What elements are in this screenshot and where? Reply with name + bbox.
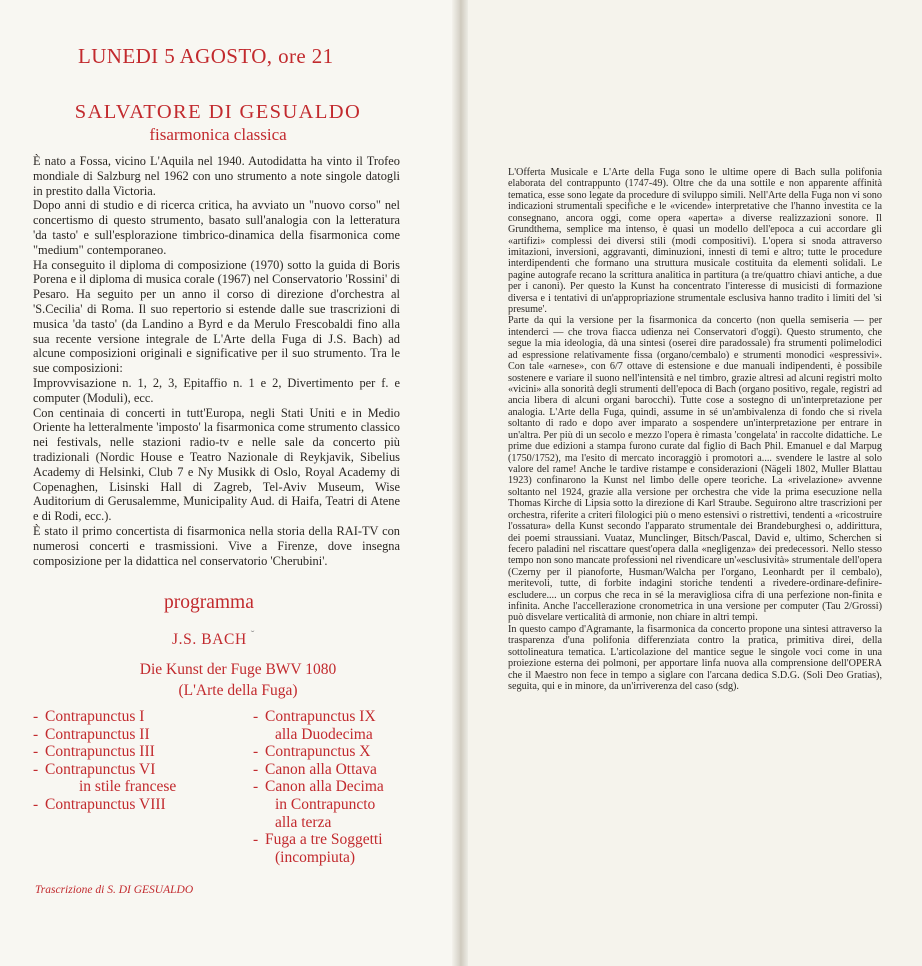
program-item-continuation: alla Duodecima [275, 725, 373, 743]
essay [508, 167, 882, 692]
event-date: LUNEDI 5 AGOSTO, ore 21 [78, 44, 334, 68]
biography [33, 154, 400, 568]
program-item: - Fuga a tre Soggetti [253, 831, 383, 849]
bio-paragraph: È nato a Fossa, vicino L'Aquila nel 1940. Autodidatta ha vinto il Trofeo mondiale di Salzburg nel 1962 con uno strumento a note singole datogli in prestito dalla Victoria. [33, 154, 400, 198]
bio-paragraph: È stato il primo concertista di fisarmonica nella storia della RAI-TV con numerosi concerti e trasmissioni. Vive a Firenze, dove insegna composizione per la didattica nel conservatorio 'Cherubini'. [33, 523, 400, 568]
performer-name: SALVATORE DI GESUALDO [74, 101, 362, 123]
composer-name [172, 629, 255, 649]
performer-block [63, 100, 373, 145]
bio-paragraph: Con centinaia di concerti in tutt'Europa, negli Stati Uniti e in Medio Oriente ha letteralmente 'imposto' la fisarmonica come strumento classico nei festivals, nelle stazioni radio-tv e nelle sale da concerto più tradizionali (Nordic House e Teatro Nazionale di Reykjavik, Sibelius Academy di Helsinki, Club 7 e Ny Musikk di Oslo, Royal Academy di Copenaghen, Lisinski Hall di Zagreb, Tel-Aviv Museum, Wise Auditorium di Gerusalemme, Municipality Aud. di Haifa, Teatri di Atene e di Rodi, ecc.). [33, 405, 400, 524]
program-item-continuation: in Contrapuncto [275, 795, 376, 813]
bio-paragraph: Improvvisazione n. 1, 2, 3, Epitaffio n. 1 e 2, Divertimento per f. e computer (Moduli), ecc. [33, 375, 400, 405]
essay-paragraph: Parte da qui la versione per la fisarmonica da concerto (non quella semiseria — per intenderci — che trova fiacca udienza nei Conservatori d'oggi). Questo strumento, che segue la mia ideologia, dà una sintesi (oserei dire paradossale) fra strumenti polimelodici ad espressione relativamente fissa (organo/cembalo) e strumenti monodici «espressivi». Con tale «arnese», con 6/7 ottave di estensione e due manuali indipendenti, è possibile sostenere e variare il suono nell'intensità e nel timbro, grazie altresì ad alcuni registri molto «vicini» alla sonorità degli strumenti dell'epoca di Bach (organo positivo, regale, registri ad ancia libera di alcuni organi barocchi). Tutte cose a sostegno di un'interpretazione per analogia. L'Arte della Fuga, quindi, assume in sé un'ambivalenza di fondo che si rivela soltanto di rado e dopo aver imparato a sospendere un'interpretazione per entrare in un'altra. Per più di un secolo e mezzo l'opera è rimasta 'congelata' in raccolte didattiche. Le prime due edizioni a stampa furono curate dal figlio di Bach Phil. Emanuel e dal Marpug (1750/1752), ma l'esito di mercato incoraggiò i promotori a.... svendere le lastre al solo valore del rame! Anche le tardive ristampe e considerazioni (Nägeli 1802, Muller Blattau 1923) confinarono la Kunst nel limbo delle opere teoriche. La «rivelazione» avvenne soltanto nel 1924, grazie alla versione per orchestra che vide la prima esecuzione nella Thomas Kirche di Lipsia sotto la direzione di Karl Straube. Seguirono altre trascrizioni per orchestra, riferite a criteri filologici più o meno estensivi o ristrettivi, tendenti a «ricostruire l'ossatura» della Kunst secondo l'apparato strumentale dei Brandeburghesi o, addirittura, dei poemi straussiani. Vuataz, Munclinger, Bitsch/Pascal, David e, ultimo, Scherchen si fecero paladini nel riscattare quest'opera dalla «negligenza» dei predecessori. Nello stesso tempo non sono mancate professioni nel rivendicare un'«esclusività» strumentale dell'opera (Czerny per il pianoforte, Husman/Walcha per l'organo, Leonhardt per il cembalo), meritevoli, tutte, di forbite indagini storiche tendenti a rivedere-ordinare-definire-escludere.... un corpus che reca in sé la meravigliosa cifra di una perfezione non-finita e infinita. Anche l'accellerazione cronometrica in una versione per computer (Tau 2/Grossi) può disvelare verticalità di armonie, non chiare in altri tempi. [508, 315, 882, 624]
work-title-block [120, 659, 356, 701]
program-item-continuation: alla terza [275, 813, 332, 831]
transcription-credit: Trascrizione di S. DI GESUALDO [35, 884, 194, 896]
essay-paragraph: In questo campo d'Agramante, la fisarmonica da concerto propone una sintesi attraverso la trasparenza d'una polifonia differenziata contro la pratica, primitiva direi, della sottolineatura tematica. L'articolazione del mantice segue le singole voci come in una proiezione esterna dei polmoni, per apportare linfa nuova alla comprensione dell'OPERA che il Maestro non fece in tempo a siglare con l'arcana dedica S.D.G. (Soli Deo Gratias), seguita, qui e in minore, da un'irriverenza del caso (sdg). [508, 623, 882, 692]
program-item-continuation: (incompiuta) [275, 848, 356, 866]
tick-mark: ˇ [250, 629, 256, 641]
program-item: - Contrapunctus VIII [33, 795, 166, 813]
performer-role: fisarmonica classica [149, 125, 287, 144]
bio-paragraph: Ha conseguito il diploma di composizione (1970) sotto la guida di Boris Porena e il diploma di musica corale (1967) nel Conservatorio 'Rossini' di Pesaro. Ha seguito per un anno il corso di direzione d'orchestra al 'S.Cecilia' di Roma. Il suo repertorio si estende dalle sue trascrizioni di musica 'da tasto' (da Landino a Byrd e da Merulo Frescobaldi fino alla sua recente versione integrale de L'Arte della Fuga di J.S. Bach) ad alcune composizioni originali e significative per il suo strumento. Tra le sue composizioni: [33, 257, 400, 376]
programma-heading: programma [164, 592, 254, 613]
program-item: - Contrapunctus VI [33, 760, 156, 778]
program-item: - Canon alla Decima [253, 778, 384, 796]
composer-label: J.S. BACH [172, 631, 247, 649]
program-list-right [253, 708, 453, 866]
work-title: Die Kunst der Fuge BWV 1080 [139, 661, 337, 678]
program-list-left [33, 708, 243, 814]
bio-paragraph: Dopo anni di studio e di ricerca critica, ha avviato un "nuovo corso" nel concertismo di questo strumento, basato sull'analogia con la letteratura 'da tasto' e sull'esplorazione timbrico-dinamica della fisarmonica come "medium" contemporaneo. [33, 198, 400, 257]
program-item: - Contrapunctus III [33, 743, 155, 761]
program-item: - Contrapunctus IX [253, 708, 376, 725]
program-item-continuation: in stile francese [79, 778, 177, 796]
program-item: - Contrapunctus I [33, 708, 145, 725]
program-item: - Canon alla Ottava [253, 760, 377, 778]
essay-paragraph: L'Offerta Musicale e L'Arte della Fuga sono le ultime opere di Bach sulla polifonia elaborata del contrappunto (1747-49). Oltre che da una sottile e non apparente affinità tematica, esse sono legate da procedure di sviluppo simili. Nell'Arte della Fuga non vi sono indicazioni strumentali specifiche e le «vicende» interpretative che l'hanno investita ce la consegnano, ancora oggi, come opera «aperta» a diverse realizzazioni sonore. Il Grundthema, semplice ma intenso, è quasi un modello dell'epoca a cui accordare gli «artifizi» complessi dei diversi stili (modi compositivi). L'opera si snoda attraverso imitazioni, inversioni, aggravanti, diminuzioni, innesti di temi e altro; tutte le procedure interdipendenti che formano una struttura musicale costituita da elementi solidali. Le pagine autografe recano la scrittura analitica in partitura (a tre/quattro chiavi antiche, a due per i canoni). Per questo la Kunst ha concentrato l'interesse di musicisti di formazione diversa e i tentativi di un'appropriazione strumentale esclusiva hanno tradito i limiti del 'si presume'. [508, 167, 882, 316]
book-gutter [452, 0, 468, 966]
program-item: - Contrapunctus II [33, 725, 150, 743]
program-item: - Contrapunctus X [253, 743, 371, 761]
work-subtitle: (L'Arte della Fuga) [178, 682, 298, 699]
